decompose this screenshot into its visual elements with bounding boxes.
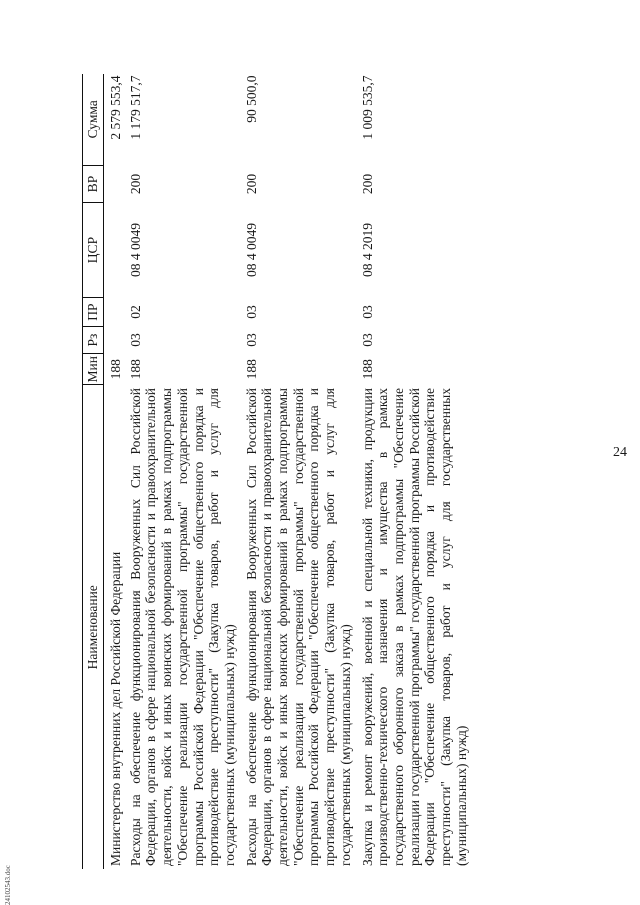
row-name: Расходы на обеспечение функционирования Вооруженных Сил Российской Федерации, органов в сфере национальной безопасности и правоохранительной деятельности, войск и иных воинских формирований в рамках подпрограммы "Обеспечение реализации государственной программы" государственной программы Российской Федерации "Обеспечение общественного порядка и противодействие преступности" (Закупка товаров, работ и услуг для государственных (муниципальных) нужд) [127, 388, 237, 866]
row-csr: 08 4 0049 [243, 223, 259, 278]
row-vr: 200 [243, 173, 259, 195]
table-row [244, 74, 354, 869]
row-sum: 1 179 517,7 [127, 75, 143, 140]
row-sum: 90 500,0 [243, 75, 259, 123]
row-sum: 1 009 535,7 [359, 75, 375, 140]
row-rz: 03 [243, 333, 259, 347]
row-name: Министерство внутренних дел Российской Федерации [108, 551, 123, 866]
header-sum: Сумма [83, 74, 104, 166]
table-header-row [83, 74, 104, 869]
row-sum: 2 579 553,4 [108, 75, 123, 140]
row-csr [104, 203, 128, 298]
table-row [128, 74, 238, 869]
row-min: 188 [127, 359, 143, 380]
row-csr: 08 4 2019 [359, 223, 375, 278]
row-min: 188 [243, 359, 259, 380]
row-pr: 03 [243, 305, 259, 319]
row-name: Закупка и ремонт вооружений, военной и специальной техники, продукции производственно-технического назначения и имущества в рамках государственного оборонного заказа в рамках подпрограммы "Обеспечение реализации государственной программы" государственной программы Российской Федерации "Обеспечение общественного порядка и противодействие преступности" (Закупка товаров, работ и услуг для государственных (муниципальных) нужд) [359, 388, 469, 866]
table-row [104, 74, 128, 869]
row-min: 188 [359, 359, 375, 380]
header-name: Наименование [83, 385, 104, 869]
header-pr: ПР [83, 298, 104, 327]
row-vr [104, 166, 128, 203]
row-min: 188 [108, 359, 123, 380]
document-code: 24102543.doc [4, 865, 12, 905]
row-csr: 08 4 0049 [127, 223, 143, 278]
header-csr: ЦСР [83, 203, 104, 298]
header-vr: ВР [83, 166, 104, 203]
row-vr: 200 [127, 173, 143, 195]
header-min: Мин [83, 354, 104, 385]
row-pr: 03 [359, 305, 375, 319]
row-pr [104, 298, 128, 327]
row-rz: 03 [359, 333, 375, 347]
row-name: Расходы на обеспечение функционирования Вооруженных Сил Российской Федерации, органов в сфере национальной безопасности и правоохранительной деятельности, войск и иных воинских формирований в рамках подпрограммы "Обеспечение реализации государственной программы" государственной программы Российской Федерации "Обеспечение общественного порядка и противодействие преступности" (Закупка товаров, работ и услуг для государственных (муниципальных) нужд) [243, 388, 353, 866]
row-rz: 03 [127, 333, 143, 347]
table-row [360, 74, 470, 869]
row-pr: 02 [127, 305, 143, 319]
row-rz [104, 327, 128, 354]
budget-table [82, 74, 469, 869]
page-number: 24 [613, 445, 627, 460]
row-vr: 200 [359, 173, 375, 195]
header-rz: Рз [83, 327, 104, 354]
